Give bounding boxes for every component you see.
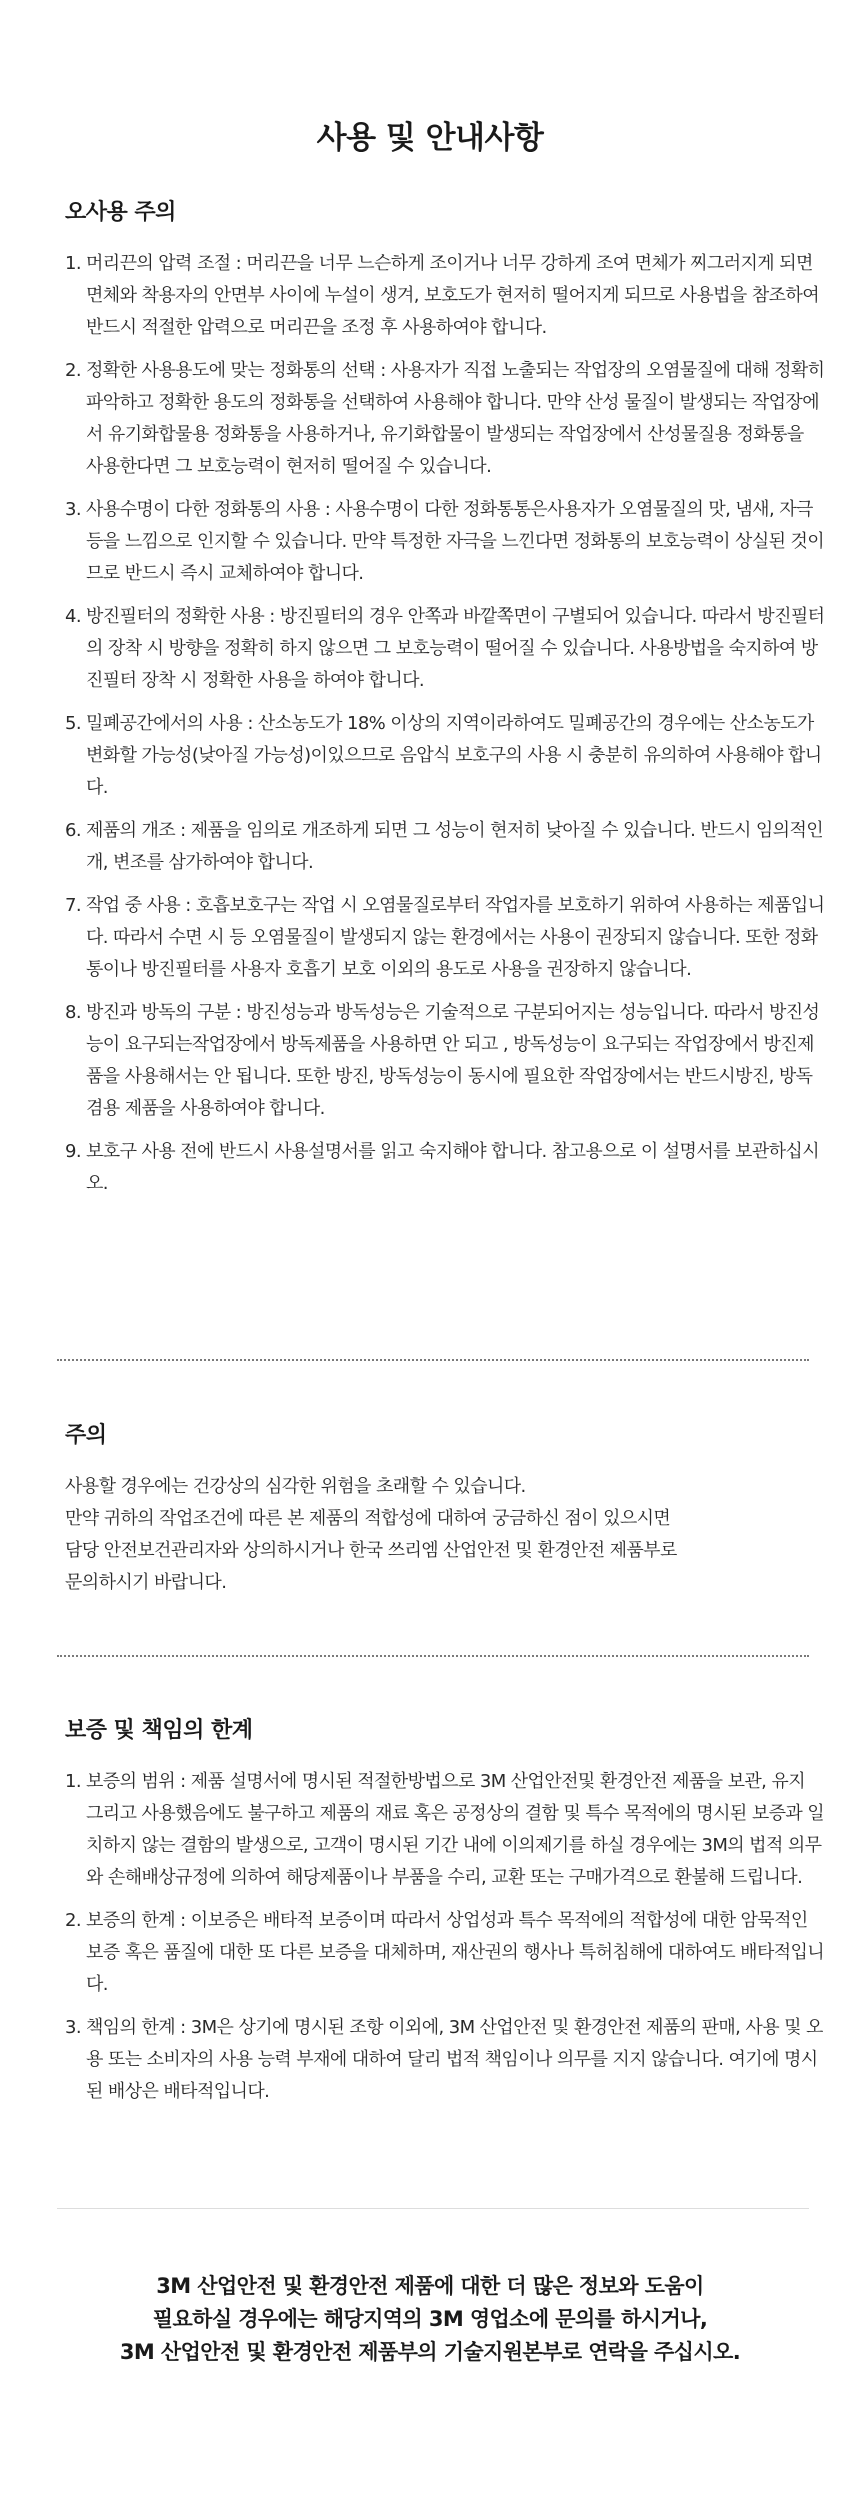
list-item: 2. 정확한 사용용도에 맞는 정화통의 선택 : 사용자가 직접 노출되는 작업장의 오염물질에 대해 정확히 파악하고 정확한 용도의 정화통을 선택하여 사용해야 합니다. 만약 산성 물질이 발생되는 작업장에서 유기화합물용 정화통을 사용하거나, 유기화합물이 발생되는 작업장에서 산성물질용 정화통을 사용한다면 그 보호능력이 현저히 떨어질 수 있습니다. [65, 360, 825, 477]
warranty-section [65, 1713, 825, 2119]
closing-line: 3M 산업안전 및 환경안전 제품에 대한 더 많은 정보와 도움이 [156, 2274, 704, 2298]
misuse-section [65, 195, 825, 1211]
list-item: 3. 사용수명이 다한 정화통의 사용 : 사용수명이 다한 정화통통은사용자가 오염물질의 맛, 냄새, 자극 등을 느낌으로 인지할 수 있습니다. 만약 특정한 자극을 느낀다면 정화통의 보호능력이 상실된 것이므로 반드시 즉시 교체하여야 합니다. [65, 499, 825, 584]
closing-notice [0, 2270, 860, 2369]
page-title: 사용 및 안내사항 [316, 120, 544, 156]
list-item: 6. 제품의 개조 : 제품을 임의로 개조하게 되면 그 성능이 현저히 낮아질 수 있습니다. 반드시 임의적인 개, 변조를 삼가하여야 합니다. [65, 820, 824, 873]
warranty-list [65, 1766, 825, 2108]
caution-line: 문의하시기 바랍니다. [65, 1572, 227, 1593]
closing-line: 필요하실 경우에는 해당지역의 3M 영업소에 문의를 하시거나, [152, 2307, 708, 2331]
list-item: 4. 방진필터의 정확한 사용 : 방진필터의 경우 안쪽과 바깥쪽면이 구별되어 있습니다. 따라서 방진필터의 장착 시 방향을 정확히 하지 않으면 그 보호능력이 떨어질 수 있습니다. 사용방법을 숙지하여 방진필터 장착 시 정확한 사용을 하여야 합니다. [65, 606, 825, 691]
list-item: 1. 보증의 범위 : 제품 설명서에 명시된 적절한방법으로 3M 산업안전및 환경안전 제품을 보관, 유지 그리고 사용했음에도 불구하고 제품의 재료 혹은 공정상의 결함 및 특수 목적에의 명시된 보증과 일치하지 않는 결함의 발생으로, 고객이 명시된 기간 내에 이의제기를 하실 경우에는 3M의 법적 의무와 손해배상규정에 의하여 해당제품이나 부품을 수리, 교환 또는 구매가격으로 환불해 드립니다. [65, 1771, 825, 1888]
caution-heading: 주의 [65, 1423, 107, 1448]
caution-section [65, 1418, 825, 1599]
closing-line: 3M 산업안전 및 환경안전 제품부의 기술지원본부로 연락을 주십시오. [119, 2340, 741, 2364]
misuse-heading: 오사용 주의 [65, 200, 176, 225]
divider [57, 1655, 809, 1657]
divider [57, 2208, 809, 2209]
caution-line: 사용할 경우에는 건강상의 심각한 위험을 초래할 수 있습니다. [65, 1476, 526, 1497]
divider [57, 1359, 809, 1361]
list-item: 2. 보증의 한계 : 이보증은 배타적 보증이며 따라서 상업성과 특수 목적에의 적합성에 대한 암묵적인 보증 혹은 품질에 대한 또 다른 보증을 대체하며, 재산권의 행사나 특허침해에 대하여도 배타적입니다. [65, 1910, 825, 1995]
caution-line: 만약 귀하의 작업조건에 따른 본 제품의 적합성에 대하여 궁금하신 점이 있으시면 [65, 1508, 671, 1529]
misuse-list [65, 248, 825, 1200]
list-item: 1. 머리끈의 압력 조절 : 머리끈을 너무 느슨하게 조이거나 너무 강하게 조여 면체가 찌그러지게 되면 면체와 착용자의 안면부 사이에 누설이 생겨, 보호도가 현저히 떨어지게 되므로 사용법을 참조하여 반드시 적절한 압력으로 머리끈을 조정 후 사용하여야 합니다. [65, 253, 819, 338]
list-item: 9. 보호구 사용 전에 반드시 사용설명서를 읽고 숙지해야 합니다. 참고용으로 이 설명서를 보관하십시오. [65, 1141, 819, 1194]
list-item: 7. 작업 중 사용 : 호흡보호구는 작업 시 오염물질로부터 작업자를 보호하기 위하여 사용하는 제품입니다. 따라서 수면 시 등 오염물질이 발생되지 않는 환경에서는 사용이 권장되지 않습니다. 또한 정화통이나 방진필터를 사용자 호흡기 보호 이외의 용도로 사용을 권장하지 않습니다. [65, 895, 825, 980]
list-item: 8. 방진과 방독의 구분 : 방진성능과 방독성능은 기술적으로 구분되어지는 성능입니다. 따라서 방진성능이 요구되는작업장에서 방독제품을 사용하면 안 되고 , 방독성능이 요구되는 작업장에서 방진제품을 사용해서는 안 됩니다. 또한 방진, 방독성능이 동시에 필요한 작업장에서는 반드시방진, 방독 겸용 제품을 사용하여야 합니다. [65, 1002, 820, 1119]
caution-line: 담당 안전보건관리자와 상의하시거나 한국 쓰리엠 산업안전 및 환경안전 제품부로 [65, 1540, 677, 1561]
list-item: 5. 밀폐공간에서의 사용 : 산소농도가 18% 이상의 지역이라하여도 밀폐공간의 경우에는 산소농도가 변화할 가능성(낮아질 가능성)이있으므로 음압식 보호구의 사용 시 충분히 유의하여 사용해야 합니다. [65, 713, 822, 798]
list-item: 3. 책임의 한계 : 3M은 상기에 명시된 조항 이외에, 3M 산업안전 및 환경안전 제품의 판매, 사용 및 오용 또는 소비자의 사용 능력 부재에 대하여 달리 법적 책임이나 의무를 지지 않습니다. 여기에 명시된 배상은 배타적입니다. [65, 2017, 823, 2102]
warranty-heading: 보증 및 책임의 한계 [65, 1718, 253, 1743]
